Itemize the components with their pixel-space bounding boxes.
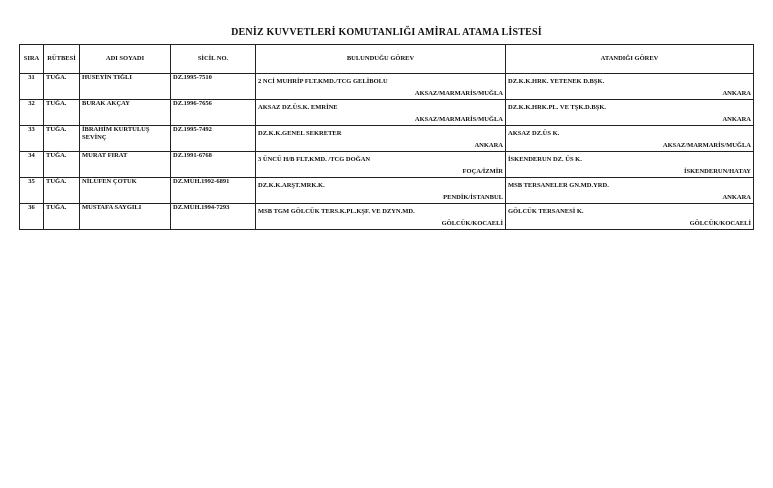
cell-rutbe: TUĞA.	[44, 74, 80, 100]
col-header-sira: SIRA	[20, 45, 44, 74]
cell-sicil: DZ.1996-7656	[171, 100, 256, 126]
cell-sira: 36	[20, 204, 44, 230]
current-post-unit: MSB TGM GÖLCÜK TERS.K.PL.KŞF. VE DZYN.MD.	[258, 208, 415, 215]
cell-rutbe: TUĞA.	[44, 152, 80, 178]
table-row	[20, 204, 754, 230]
cell-current-post	[256, 100, 506, 126]
col-header-ad: ADI SOYADI	[80, 45, 171, 74]
current-post-unit: AKSAZ DZ.ÜS.K. EMRİNE	[258, 104, 338, 111]
new-post-unit: AKSAZ DZ.ÜS K.	[508, 130, 560, 137]
col-header-rutbe: RÜTBESİ	[44, 45, 80, 74]
new-post-unit: MSB TERSANELER GN.MD.YRD.	[508, 182, 609, 189]
cell-sicil: DZ.1995-7510	[171, 74, 256, 100]
cell-rutbe: TUĞA.	[44, 100, 80, 126]
assignment-table	[19, 44, 754, 230]
new-post-location: ANKARA	[722, 90, 751, 97]
new-post-unit: GÖLCÜK TERSANESİ K.	[508, 208, 584, 215]
current-post-unit: DZ.K.K.ARŞT.MRK.K.	[258, 182, 325, 189]
table-header-row	[20, 45, 754, 74]
cell-name: NİLÜFEN ÇOTUK	[80, 178, 171, 204]
cell-sicil: DZ.MÜH.1994-7293	[171, 204, 256, 230]
cell-sira: 35	[20, 178, 44, 204]
cell-sicil: DZ.1991-6768	[171, 152, 256, 178]
cell-new-post	[506, 204, 754, 230]
cell-sira: 33	[20, 126, 44, 152]
col-header-atandigi: ATANDIĞI GÖREV	[506, 45, 754, 74]
current-post-location: FOÇA/İZMİR	[462, 168, 503, 175]
cell-name: MURAT FIRAT	[80, 152, 171, 178]
cell-sicil: DZ.MÜH.1992-6891	[171, 178, 256, 204]
new-post-unit: DZ.K.K.HRK.PL. VE TŞK.D.BŞK.	[508, 104, 607, 111]
current-post-location: ANKARA	[474, 142, 503, 149]
cell-current-post	[256, 152, 506, 178]
cell-sira: 34	[20, 152, 44, 178]
table-row	[20, 178, 754, 204]
table-row	[20, 126, 754, 152]
table-row	[20, 100, 754, 126]
current-post-unit: DZ.K.K.GENEL SEKRETER	[258, 130, 342, 137]
page-title: DENİZ KUVVETLERİ KOMUTANLIĞI AMİRAL ATAMA LİSTESİ	[231, 27, 542, 38]
current-post-unit: 2 NCİ MUHRİP FLT.KMD./TCG GELİBOLU	[258, 78, 388, 85]
cell-sira: 31	[20, 74, 44, 100]
cell-new-post	[506, 178, 754, 204]
cell-current-post	[256, 74, 506, 100]
cell-new-post	[506, 152, 754, 178]
current-post-location: PENDİK/İSTANBUL	[443, 194, 503, 201]
cell-rutbe: TUĞA.	[44, 178, 80, 204]
cell-current-post	[256, 126, 506, 152]
cell-current-post	[256, 178, 506, 204]
cell-name: BURAK AKÇAY	[80, 100, 171, 126]
cell-new-post	[506, 126, 754, 152]
new-post-location: İSKENDERUN/HATAY	[683, 168, 751, 175]
cell-new-post	[506, 74, 754, 100]
col-header-sicil: SİCİL NO.	[171, 45, 256, 74]
cell-current-post	[256, 204, 506, 230]
cell-new-post	[506, 100, 754, 126]
new-post-location: AKSAZ/MARMARİS/MUĞLA	[662, 142, 751, 149]
current-post-location: AKSAZ/MARMARİS/MUĞLA	[414, 116, 503, 123]
cell-sira: 32	[20, 100, 44, 126]
cell-name: İBRAHİM KURTULUŞ SEVİNÇ	[80, 126, 171, 152]
table-row	[20, 74, 754, 100]
new-post-unit: DZ.K.K.HRK. YETENEK D.BŞK.	[508, 78, 605, 85]
current-post-unit: 3 ÜNCÜ H/B FLT.KMD. /TCG DOĞAN	[258, 156, 371, 163]
new-post-location: ANKARA	[722, 194, 751, 201]
new-post-location: GÖLCÜK/KOCAELİ	[689, 220, 751, 227]
new-post-location: ANKARA	[722, 116, 751, 123]
cell-name: MUSTAFA SAYGILI	[80, 204, 171, 230]
cell-name: HÜSEYİN TIĞLI	[80, 74, 171, 100]
new-post-unit: İSKENDERUN DZ. ÜS K.	[508, 156, 582, 163]
cell-rutbe: TUĞA.	[44, 126, 80, 152]
cell-rutbe: TUĞA.	[44, 204, 80, 230]
cell-sicil: DZ.1995-7492	[171, 126, 256, 152]
table-row	[20, 152, 754, 178]
current-post-location: GÖLCÜK/KOCAELİ	[441, 220, 503, 227]
col-header-bulundugu: BULUNDUĞU GÖREV	[256, 45, 506, 74]
current-post-location: AKSAZ/MARMARİS/MUĞLA	[414, 90, 503, 97]
